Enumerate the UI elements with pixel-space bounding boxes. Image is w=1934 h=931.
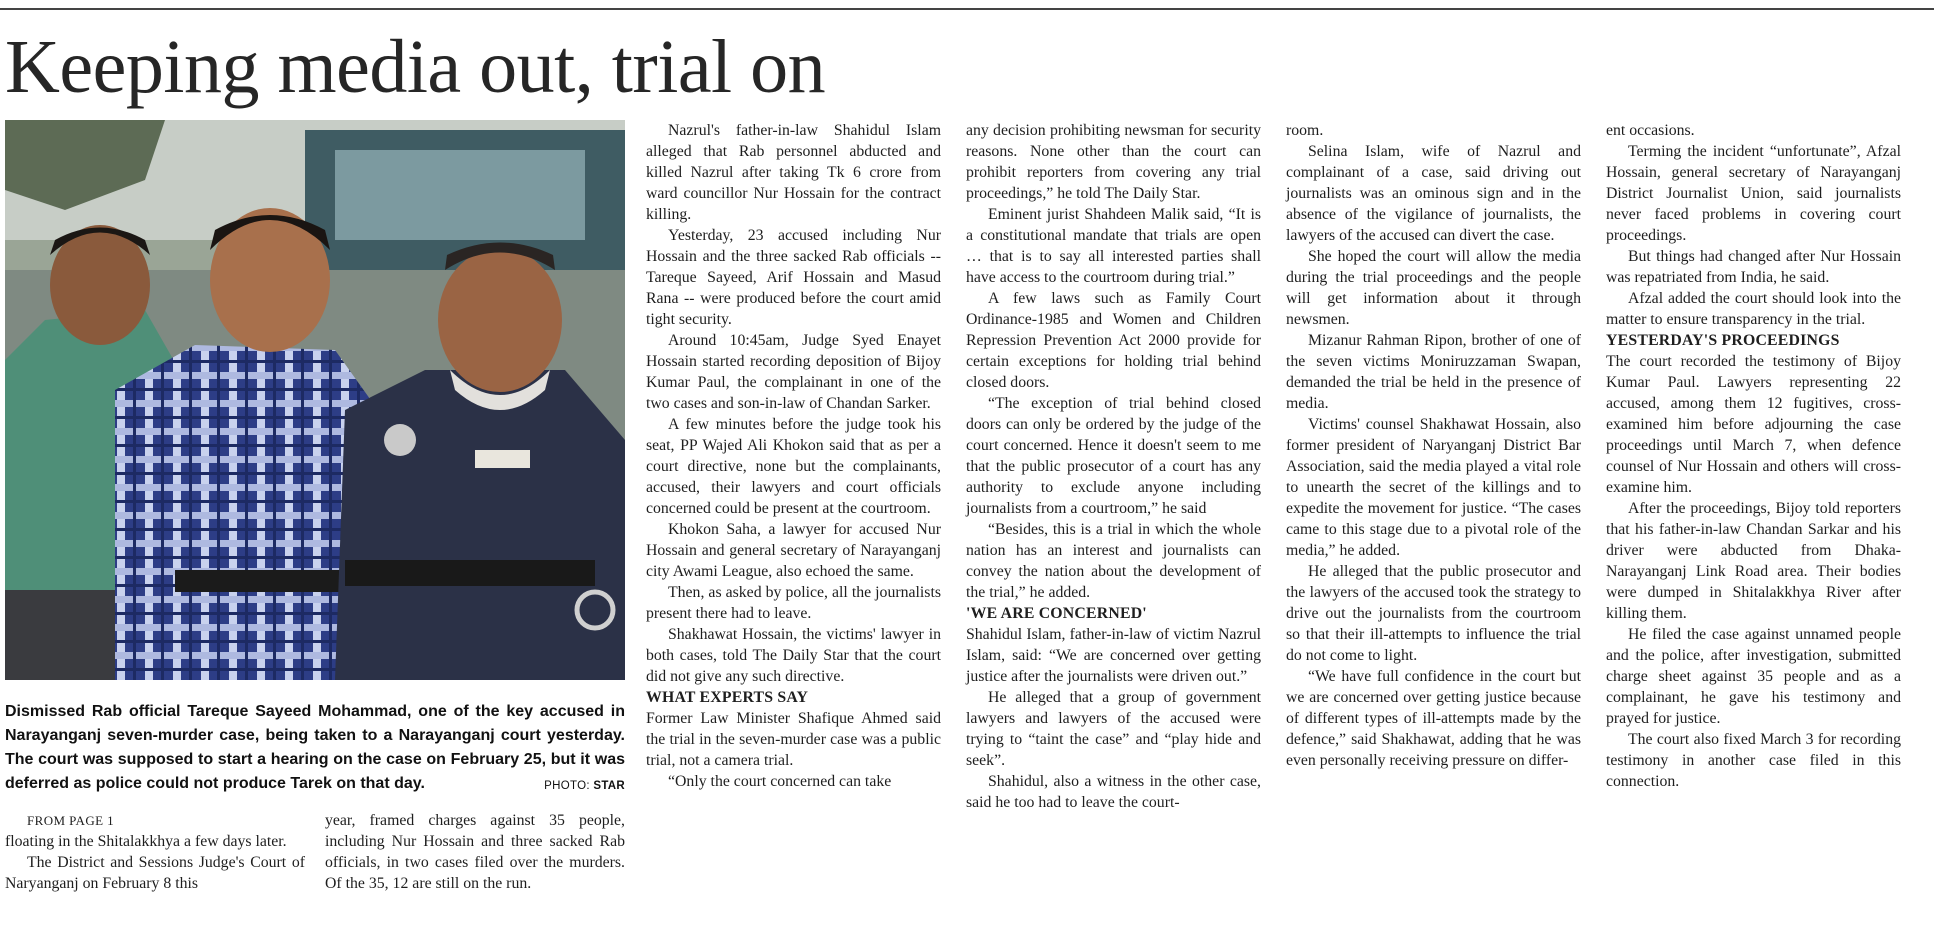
paragraph: “We have full confidence in the court but we are concerned over getting justice because of different types of ill-attempts made by the defence,” said Shakhawat, adding that he was even personally receiving pressure on differ- (1286, 668, 1581, 769)
photo-credit-source: STAR (593, 780, 625, 792)
paragraph: Khokon Saha, a lawyer for accused Nur Hossain and general secretary of Narayanganj city Awami League, also echoed the same. (646, 521, 941, 580)
headline: Keeping media out, trial on (5, 25, 826, 109)
paragraph: “Only the court concerned can take (668, 773, 892, 790)
paragraph: Shakhawat Hossain, the victims' lawyer in both cases, told The Daily Star that the court did not give any such directive. (646, 626, 941, 685)
paragraph: year, framed charges against 35 people, including Nur Hossain and three sacked Rab officials, in two cases filed over the murders. Of the 35, 12 are still on the run. (325, 812, 625, 892)
column-a (5, 810, 305, 894)
paragraph: Mizanur Rahman Ripon, brother of one of the seven victims Moniruzzaman Swapan, demanded the trial be held in the presence of media. (1286, 332, 1581, 412)
paragraph: She hoped the court will allow the media during the trial proceedings and the people will get information about it through newsmen. (1286, 248, 1581, 328)
paragraph: He filed the case against unnamed people and the police, after investigation, submitted charge sheet against 35 people and as a complainant, he gave his testimony and prayed for justice. (1606, 626, 1901, 727)
paragraph: Former Law Minister Shafique Ahmed said the trial in the seven-murder case was a public trial, not a camera trial. (646, 710, 941, 769)
news-photo (5, 120, 625, 680)
photo-credit-label: PHOTO: (544, 780, 590, 792)
subheading-proceedings: YESTERDAY'S PROCEEDINGS (1606, 332, 1840, 349)
paragraph: “Besides, this is a trial in which the whole nation has an interest and journalists can convey the nation about the development of the trial,” he added. (966, 521, 1261, 601)
column-b (325, 810, 625, 894)
paragraph: Shahidul Islam, father-in-law of victim Nazrul Islam, said: “We are concerned over getting justice after the journalists were driven out.” (966, 626, 1261, 685)
column-4 (1606, 120, 1901, 792)
paragraph: Victims' counsel Shakhawat Hossain, also former president of Naryanganj District Bar Association, said the media played a vital role to unearth the secret of the killings and to expedite the movement for justice. “The cases came to this stage due to a pivotal role of the media,” he added. (1286, 416, 1581, 559)
subheading-concerned: 'WE ARE CONCERNED' (966, 605, 1147, 622)
column-1 (646, 120, 941, 792)
photo-caption (5, 700, 625, 798)
paragraph: The court also fixed March 3 for recording testimony in another case filed in this connection. (1606, 731, 1901, 790)
column-3 (1286, 120, 1581, 771)
paragraph: He alleged that a group of government lawyers and lawyers of the accused were trying to “taint the case” and “play hide and seek”. (966, 689, 1261, 769)
paragraph: Nazrul's father-in-law Shahidul Islam alleged that Rab personnel abducted and killed Nazrul after taking Tk 6 crore from ward councillor Nur Hossain for the contract killing. (646, 122, 941, 223)
paragraph: After the proceedings, Bijoy told reporters that his father-in-law Chandan Sarkar and his driver were abducted from Dhaka-Narayanganj Link Road area. Their bodies were dumped in Shitalakkhya River after killing them. (1606, 500, 1901, 622)
paragraph: The District and Sessions Judge's Court of Naryanganj on February 8 this (5, 854, 305, 892)
paragraph: Terming the incident “unfortunate”, Afzal Hossain, general secretary of Narayanganj District Journalist Union, said journalists never faced problems in covering court proceedings. (1606, 143, 1901, 244)
photo-credit (544, 774, 625, 798)
paragraph: Afzal added the court should look into the matter to ensure transparency in the trial. (1606, 290, 1901, 328)
paragraph: A few laws such as Family Court Ordinance-1985 and Women and Children Repression Prevention Act 2000 provide for certain exceptions for holding trial behind closed doors. (966, 290, 1261, 391)
paragraph: ent occasions. (1606, 122, 1695, 139)
paragraph: The court recorded the testimony of Bijoy Kumar Paul. Lawyers representing 22 accused, among them 12 fugitives, cross-examined him before adjourning the case proceedings until March 7, when defence counsel of Nur Hossain and others will cross-examine him. (1606, 353, 1901, 496)
caption-text: Dismissed Rab official Tareque Sayeed Mohammad, one of the key accused in Narayanganj seven-murder case, being taken to a Narayanganj court yesterday. The court was supposed to start a hearing on the case on February 25, but it was deferred as police could not produce Tarek on that day. (5, 703, 625, 792)
paragraph: Around 10:45am, Judge Syed Enayet Hossain started recording deposition of Bijoy Kumar Paul, the complainant in one of the two cases and son-in-law of Chandan Sarker. (646, 332, 941, 412)
column-2 (966, 120, 1261, 813)
paragraph: Yesterday, 23 accused including Nur Hossain and the three sacked Rab officials -- Tareque Sayeed, Arif Hossain and Masud Rana -- were produced before the court amid tight security. (646, 227, 941, 328)
subheading-experts: WHAT EXPERTS SAY (646, 689, 809, 706)
paragraph: Selina Islam, wife of Nazrul and complainant of a case, said driving out journalists was an ominous sign and in the absence of the vigilance of journalists, the lawyers of the accused can divert the case. (1286, 143, 1581, 244)
from-page-label: FROM PAGE 1 (27, 813, 115, 828)
paragraph: any decision prohibiting newsman for security reasons. None other than the court can prohibit reporters from covering any trial proceedings,” he told The Daily Star. (966, 122, 1261, 202)
top-rule (0, 8, 1934, 10)
paragraph: He alleged that the public prosecutor and the lawyers of the accused took the strategy to drive out the journalists from the courtroom so that their ill-attempts to influence the trial do not come to light. (1286, 563, 1581, 664)
paragraph: Shahidul, also a witness in the other case, said he too had to leave the court- (966, 773, 1261, 811)
paragraph: floating in the Shitalakkhya a few days later. (5, 833, 287, 850)
paragraph: Then, as asked by police, all the journalists present there had to leave. (646, 584, 941, 622)
paragraph: A few minutes before the judge took his seat, PP Wajed Ali Khokon said that as per a court directive, none but the complainants, accused, their lawyers and court officials concerned could be present at the courtroom. (646, 416, 941, 517)
paragraph: But things had changed after Nur Hossain was repatriated from India, he said. (1606, 248, 1901, 286)
paragraph: Eminent jurist Shahdeen Malik said, “It is a constitutional mandate that trials are open … that is to say all interested parties shall have access to the courtroom during trial.” (966, 206, 1261, 286)
paragraph: “The exception of trial behind closed doors can only be ordered by the judge of the court concerned. Hence it doesn't seem to me that the public prosecutor of a court has any authority to exclude anyone including journalists from a courtroom,” he said (966, 395, 1261, 517)
paragraph: room. (1286, 122, 1324, 139)
